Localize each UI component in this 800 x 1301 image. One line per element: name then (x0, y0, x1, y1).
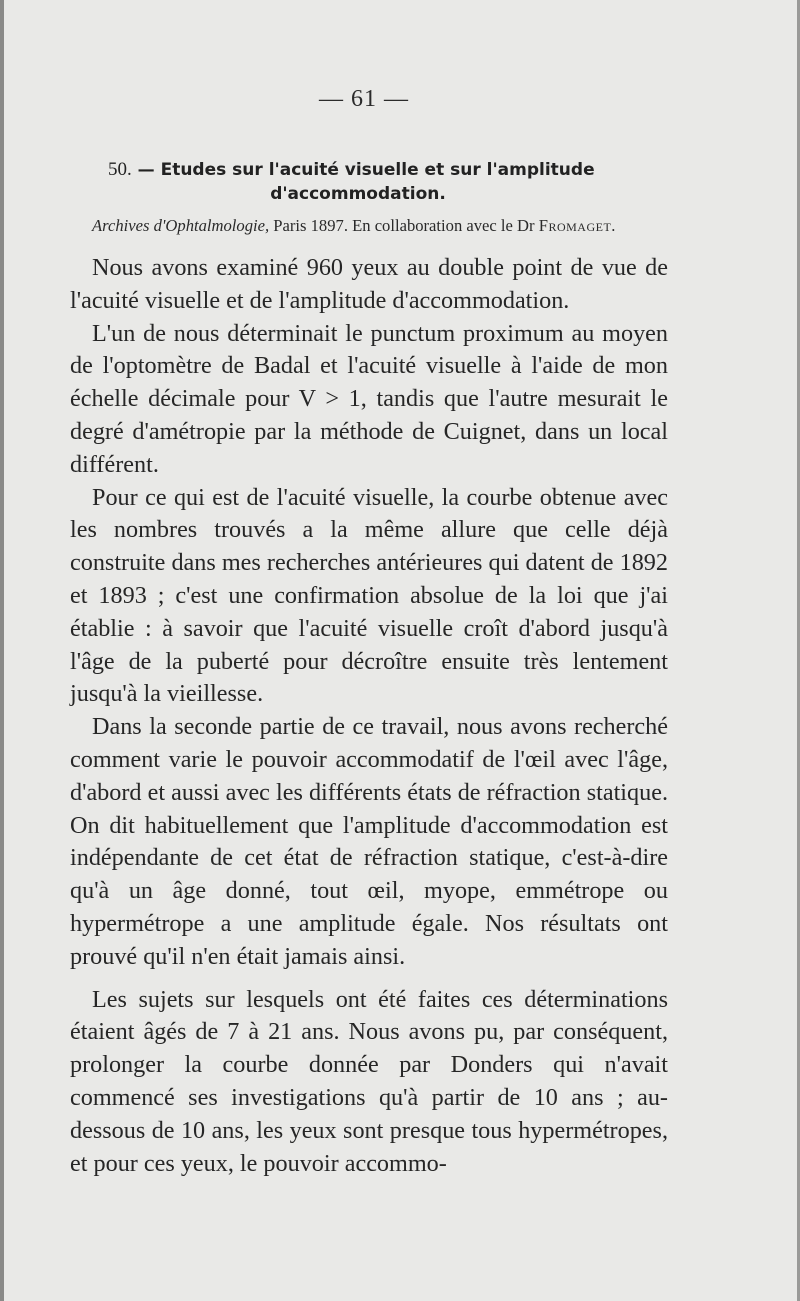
paragraph-2: L'un de nous déterminait le punctum proximum au moyen de l'optomètre de Badal et l'acuité visuelle à l'aide de mon échelle décimale pour V > 1, tandis que l'autre mesurait le degré d'amétropie par la méthode de Cuignet, dans un local différent. (70, 319, 668, 478)
citation-coauthor: Fromaget. (538, 216, 616, 235)
body-text (70, 252, 668, 1180)
entry-number: 50. (108, 159, 132, 180)
paragraph-5: Les sujets sur lesquels ont été faites ces déterminations étaient âgés de 7 à 21 ans. Nous avons pu, par conséquent, prolonger la courbe donnée par Donders qui n'avait commencé ses investigations qu'à partir de 10 ans ; au-dessous de 10 ans, les yeux sont presque tous hypermétropes, et pour ces yeux, le pouvoir accommo- (70, 985, 668, 1177)
entry-title-line2: d'accommodation. (270, 184, 446, 204)
citation-details: Paris 1897. En collaboration avec le Dr (269, 216, 539, 235)
paragraph-4: Dans la seconde partie de ce travail, nous avons recherché comment varie le pouvoir accommodatif de l'œil avec l'âge, d'abord et aussi avec les différents états de réfraction statique. On dit habituellement que l'amplitude d'accommodation est indépendante de cet état de réfraction statique, c'est-à-dire qu'à un âge donné, tout œil, myope, emmétrope ou hypermétrope a une amplitude égale. Nos résultats ont prouvé qu'il n'en était jamais ainsi. (70, 713, 668, 970)
entry-heading (108, 158, 648, 206)
paragraph-3: Pour ce qui est de l'acuité visuelle, la courbe obtenue avec les nombres trouvés a la même allure que celle déjà construite dans mes recherches antérieures qui datent de 1892 et 1893 ; c'est une confirmation absolue de la loi que j'ai établie : à savoir que l'acuité visuelle croît d'abord jusqu'à l'âge de la puberté pour décroître ensuite très lentement jusqu'à la vieillesse. (70, 483, 668, 708)
entry-title-line1: — Etudes sur l'acuité visuelle et sur l'amplitude (137, 160, 595, 180)
page-number: — 61 — (319, 86, 409, 112)
citation (92, 214, 682, 238)
paragraph-1: Nous avons examiné 960 yeux au double point de vue de l'acuité visuelle et de l'amplitude d'accommodation. (70, 254, 668, 314)
citation-journal: Archives d'Ophtalmologie, (92, 216, 270, 235)
